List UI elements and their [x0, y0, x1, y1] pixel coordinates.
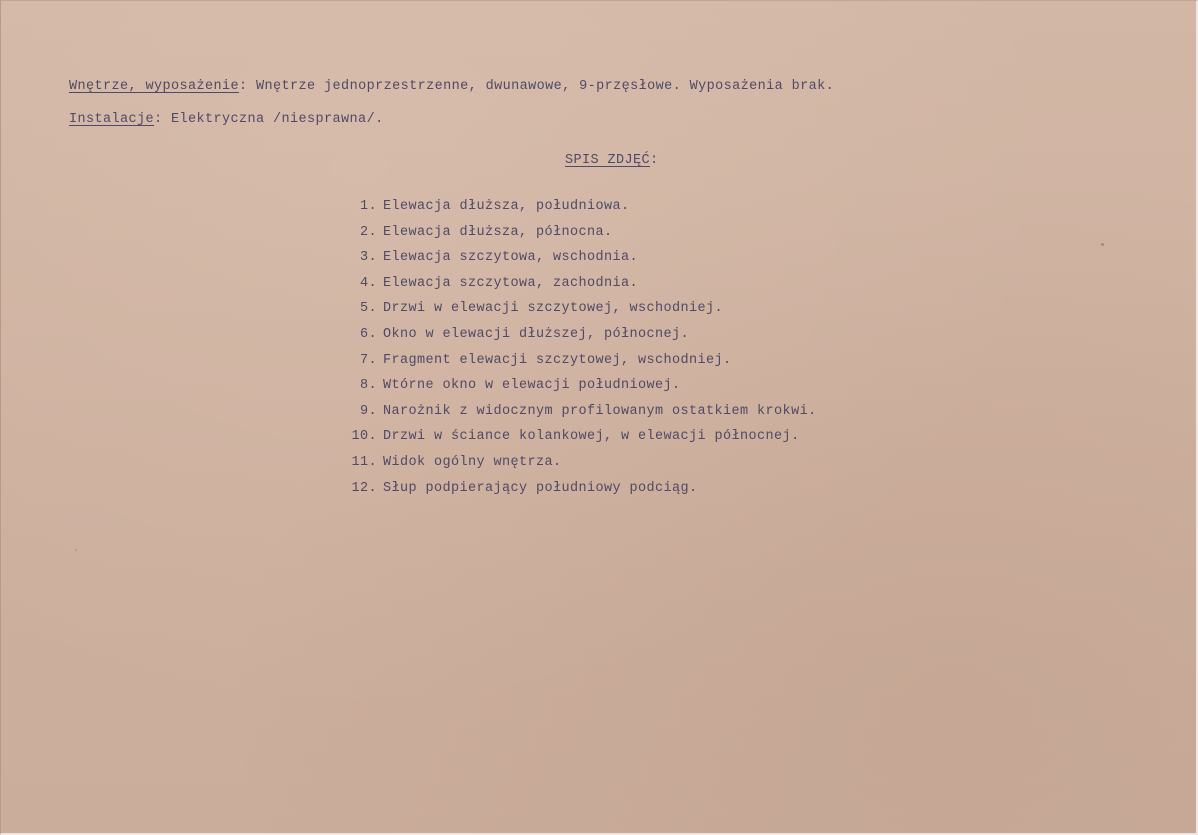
list-item: [345, 376, 817, 402]
list-item: [345, 299, 817, 325]
item-text: Drzwi w elewacji szczytowej, wschodniej.: [383, 301, 724, 317]
interior-text: Wnętrze jednoprzestrzenne, dwunawowe, 9-przęsłowe. Wyposażenia brak.: [247, 79, 835, 94]
photo-list-title: SPIS ZDJĘĆ: [565, 153, 651, 168]
item-text: Słup podpierający południowy podciąg.: [383, 480, 698, 496]
item-number: 3.: [359, 250, 377, 266]
list-item: [345, 453, 817, 479]
photo-list: [345, 197, 817, 504]
installations-separator: :: [154, 112, 163, 127]
list-item: [345, 274, 817, 300]
list-item: [345, 248, 817, 274]
list-item: [345, 325, 817, 351]
item-text: Elewacja szczytowa, zachodnia.: [383, 275, 639, 291]
item-number: 8.: [359, 378, 377, 394]
list-item: [345, 197, 817, 223]
item-number: 12.: [351, 480, 377, 496]
item-text: Elewacja dłuższa, południowa.: [383, 199, 630, 214]
list-item: [345, 351, 817, 377]
item-number: 10.: [351, 429, 377, 445]
item-text: Fragment elewacji szczytowej, wschodniej.: [383, 352, 732, 368]
interior-label: Wnętrze, wyposażenie: [69, 79, 240, 94]
item-number: 9.: [359, 403, 377, 419]
item-text: Widok ogólny wnętrza.: [383, 454, 562, 470]
list-item: [345, 427, 817, 453]
list-item: [345, 402, 817, 428]
installations-line: [69, 112, 384, 127]
installations-text: Elektryczna /niesprawna/.: [162, 112, 384, 127]
item-number: 6.: [359, 326, 377, 342]
paper-speck: [75, 549, 77, 551]
item-text: Okno w elewacji dłuższej, północnej.: [383, 326, 690, 342]
item-text: Elewacja szczytowa, wschodnia.: [383, 250, 639, 266]
item-number: 5.: [359, 301, 377, 317]
interior-furnishing-line: [69, 79, 834, 94]
list-item: [345, 223, 817, 249]
item-text: Drzwi w ściance kolankowej, w elewacji północnej.: [383, 429, 800, 445]
interior-separator: :: [239, 79, 248, 94]
item-number: 1.: [359, 199, 377, 214]
installations-label: Instalacje: [69, 112, 155, 127]
item-number: 4.: [359, 275, 377, 291]
item-number: 11.: [351, 454, 377, 470]
photo-list-heading: [565, 153, 659, 168]
item-number: 2.: [359, 224, 377, 240]
item-text: Narożnik z widocznym profilowanym ostatkiem krokwi.: [383, 403, 817, 419]
item-number: 7.: [359, 352, 377, 368]
item-text: Wtórne okno w elewacji południowej.: [383, 378, 681, 394]
list-item: [345, 479, 817, 505]
photo-list-title-suffix: :: [650, 153, 659, 168]
item-text: Elewacja dłuższa, północna.: [383, 224, 613, 240]
paper-speck: [1101, 243, 1104, 246]
